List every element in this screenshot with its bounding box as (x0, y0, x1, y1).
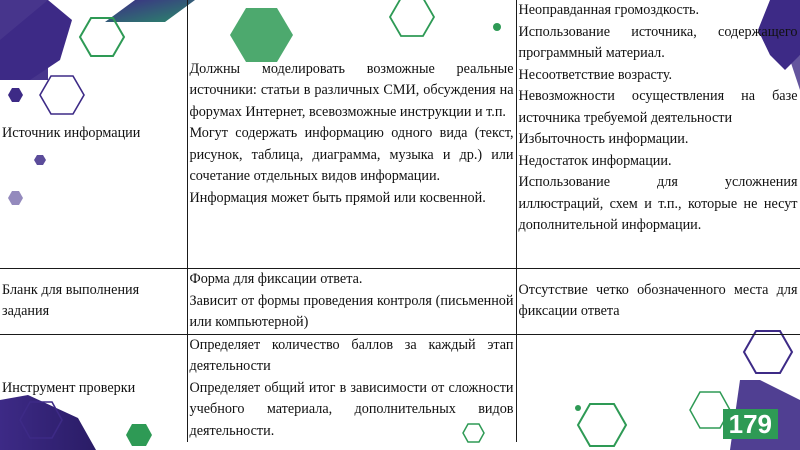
table-row (0, 269, 800, 335)
row-label: Источник информации (0, 0, 187, 269)
cell-paragraph: Определяет общий итог в зависимости от сложности учебного материала, дополнительных видов деятельности. (189, 379, 514, 439)
cell-paragraph: Несоответствие возрасту. (518, 66, 673, 83)
cell-paragraph: Должны моделировать возможные реальные источники: статьи в различных СМИ, обсуждения на форумах Интернет, всевозможные инструкции и т.п. (189, 60, 514, 120)
cell-paragraph: Информация может быть прямой или косвенной. (189, 189, 486, 206)
requirements-cell (187, 0, 516, 269)
cell-paragraph: Избыточность информации. (518, 131, 689, 147)
cell-paragraph: Использование для усложнения иллюстраций, схем и т.п., которые не несут дополнительной информации. (518, 174, 798, 233)
cell-paragraph: Недостаток информации. (518, 152, 672, 169)
requirements-cell (187, 269, 516, 335)
page-number: 179 (723, 409, 778, 439)
cell-paragraph: Форма для фиксации ответа. (189, 271, 363, 287)
cell-paragraph: Невозможности осуществления на базе источника требуемой деятельности (518, 88, 798, 126)
row-label: Инструмент проверки (0, 334, 187, 442)
cell-paragraph: Отсутствие четко обозначенного места для фиксации ответа (518, 281, 798, 320)
row-label: Бланк для выполнения задания (0, 269, 187, 335)
requirements-cell (187, 334, 516, 442)
errors-cell (516, 269, 800, 335)
cell-paragraph: Использование источника, содержащего программный материал. (518, 23, 798, 61)
cell-paragraph: Определяет количество баллов за каждый этап деятельности (189, 336, 514, 374)
table-row (0, 334, 800, 442)
cell-paragraph: Зависит от формы проведения контроля (письменной или компьютерной) (189, 292, 514, 330)
cell-paragraph: Неоправданная громоздкость. (518, 2, 700, 18)
cell-paragraph: Могут содержать информацию одного вида (текст, рисунок, таблица, диаграмма, музыка и др.) или сочетание отдельных видов информации. (189, 125, 514, 185)
errors-cell (516, 0, 800, 269)
